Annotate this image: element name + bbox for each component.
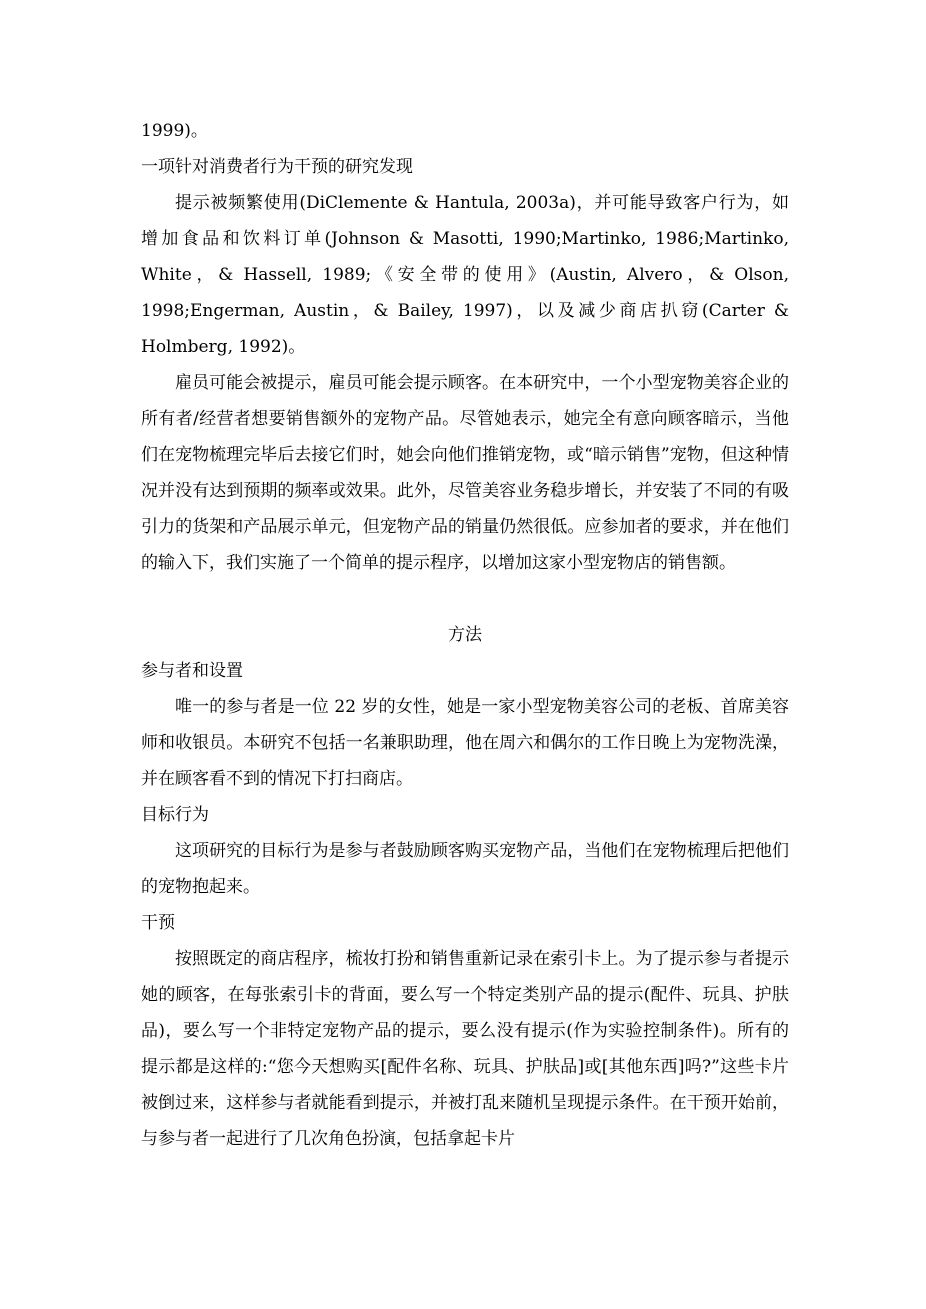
paragraph-prompts-usage: 提示被频繁使用(DiClemente & Hantula, 2003a)，并可能导致客户行为，如增加食品和饮料订单(Johnson & Masotti, 1990;Martinko, 1986;Martinko, White，& Hassell, 1989;《安全带的使用》(Austin, Alvero，& Olson, 1998;Engerman, Austin，& Bailey, 1997)，以及减少商店扒窃(Carter & Holmberg, 1992)。	[141, 193, 789, 357]
paragraph-study-background: 雇员可能会被提示，雇员可能会提示顾客。在本研究中，一个小型宠物美容企业的所有者/经营者想要销售额外的宠物产品。尽管她表示，她完全有意向顾客暗示，当他们在宠物梳理完毕后去接它们时，她会向他们推销宠物，或“暗示销售”宠物，但这种情况并没有达到预期的频率或效果。此外，尽管美容业务稳步增长，并安装了不同的有吸引力的货架和产品展示单元，但宠物产品的销量仍然很低。应参加者的要求，并在他们的输入下，我们实施了一个简单的提示程序，以增加这家小型宠物店的销售额。	[141, 373, 789, 573]
section-spacer	[141, 581, 789, 617]
intervention-heading: 干预	[141, 913, 175, 933]
target-behavior-heading: 目标行为	[141, 805, 209, 825]
participants-heading: 参与者和设置	[141, 661, 243, 681]
intro-fragment: 1999)。	[141, 121, 208, 141]
paragraph-intervention: 按照既定的商店程序，梳妆打扮和销售重新记录在索引卡上。为了提示参与者提示她的顾客，在每张索引卡的背面，要么写一个特定类别产品的提示(配件、玩具、护肤品)，要么写一个非特定宠物产品的提示，要么没有提示(作为实验控制条件)。所有的提示都是这样的:“您今天想购买[配件名称、玩具、护肤品]或[其他东西]吗?”这些卡片被倒过来，这样参与者就能看到提示，并被打乱来随机呈现提示条件。在干预开始前，与参与者一起进行了几次角色扮演，包括拿起卡片	[141, 949, 789, 1149]
research-heading: 一项针对消费者行为干预的研究发现	[141, 157, 413, 177]
methods-heading: 方法	[448, 625, 482, 645]
paragraph-participants: 唯一的参与者是一位 22 岁的女性，她是一家小型宠物美容公司的老板、首席美容师和收银员。本研究不包括一名兼职助理，他在周六和偶尔的工作日晚上为宠物洗澡，并在顾客看不到的情况下打扫商店。	[141, 697, 789, 789]
document-page	[141, 113, 789, 1157]
paragraph-target-behavior: 这项研究的目标行为是参与者鼓励顾客购买宠物产品，当他们在宠物梳理后把他们的宠物抱起来。	[141, 841, 789, 897]
